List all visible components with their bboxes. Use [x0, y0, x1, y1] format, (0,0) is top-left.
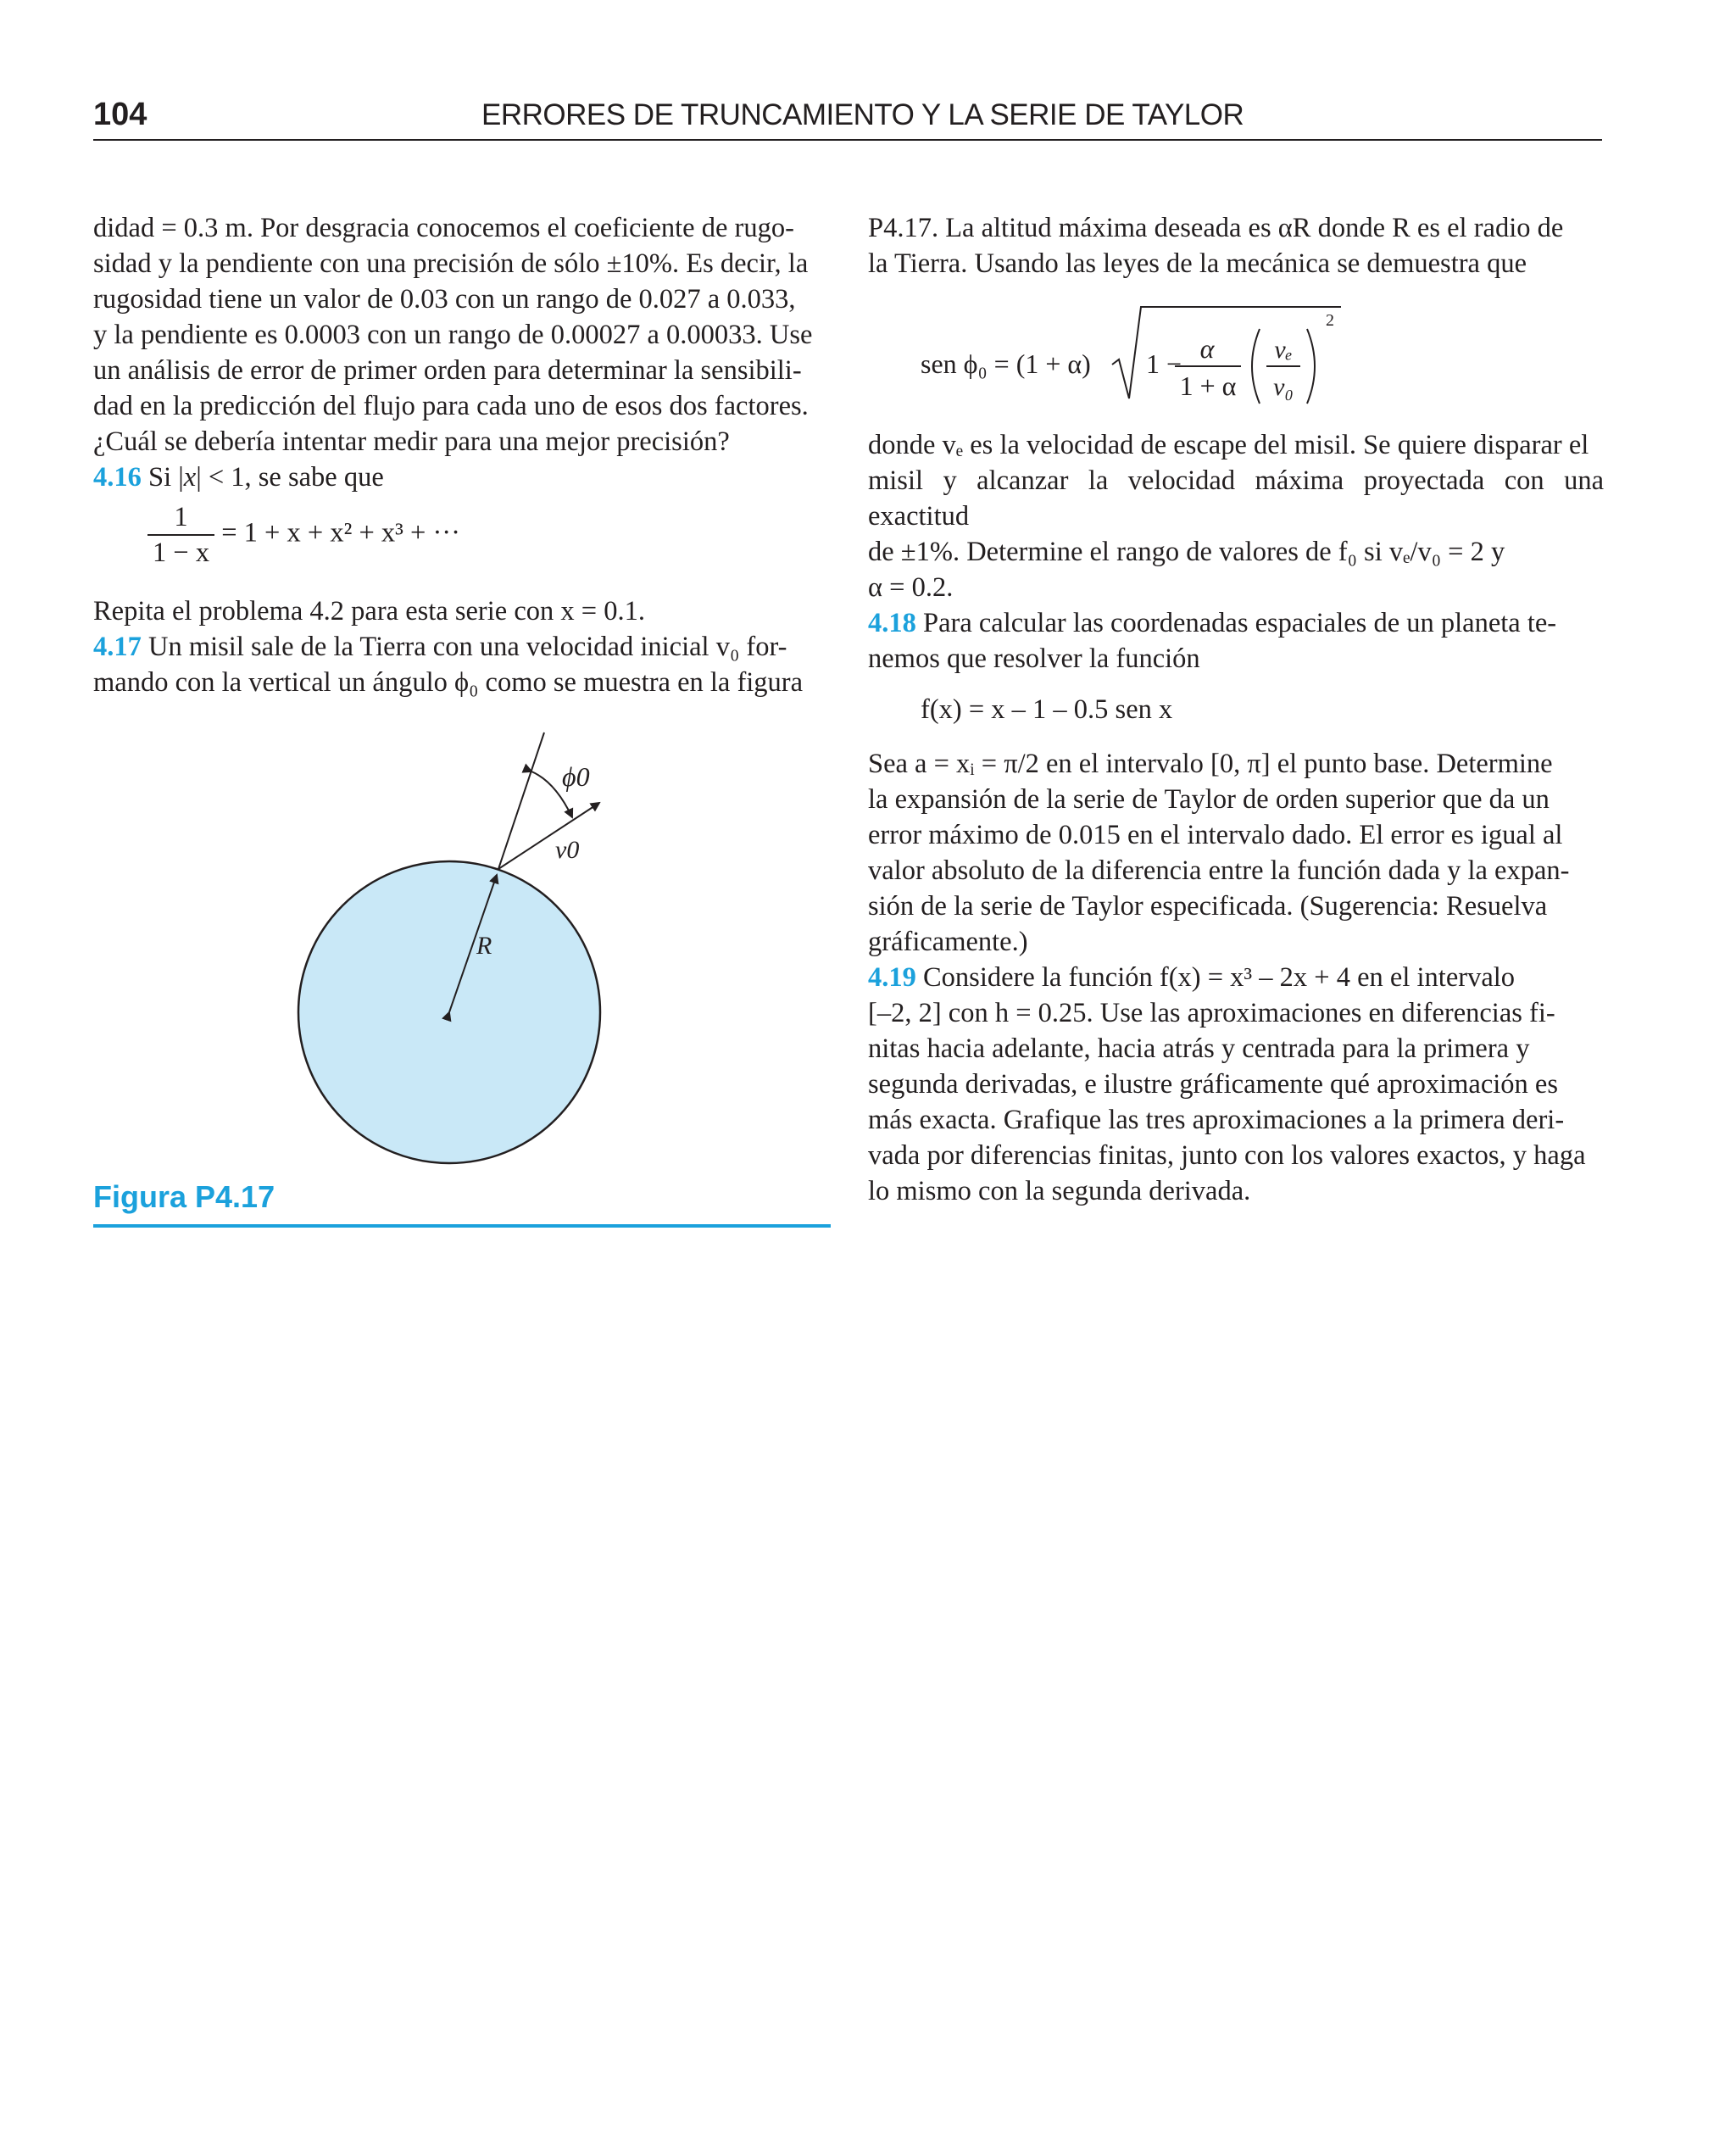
radius-label: R	[476, 932, 492, 960]
problem-number: 4.18	[868, 608, 916, 638]
text-line: ¿Cuál se debería intentar medir para una mejor precisión?	[93, 426, 730, 457]
text-line: más exacta. Grafique las tres aproximaciones a la primera deri-	[868, 1105, 1565, 1135]
text-line: nitas hacia adelante, hacia atrás y centrada para la primera y	[868, 1033, 1530, 1064]
figure-rule	[93, 1224, 831, 1228]
altitude-equation	[921, 300, 1604, 427]
text-line: valor absoluto de la diferencia entre la función dada y la expan-	[868, 855, 1570, 886]
text-line: Sea a = xᵢ = π/2 en el intervalo [0, π] el punto base. Determine	[868, 749, 1553, 779]
svg-text:v₀: v₀	[1273, 373, 1294, 401]
velocity-label: v0	[555, 836, 580, 864]
figure-missile-diagram	[93, 729, 831, 1231]
text-line: misil y alcanzar la velocidad máxima proyectada con una exactitud	[868, 465, 1604, 532]
text-line: rugosidad tiene un valor de 0.03 con un rango de 0.027 a 0.033,	[93, 284, 796, 315]
text-line: [–2, 2] con h = 0.25. Use las aproximaciones en diferencias fi-	[868, 998, 1555, 1028]
text-line: mando con la vertical un ángulo ϕ₀ como se muestra en la figura	[93, 667, 804, 698]
velocity-arrow	[498, 803, 599, 869]
text-line: de ±1%. Determine el rango de valores de f₀ si vₑ/v₀ = 2 y	[868, 537, 1505, 567]
text-line: dad en la predicción del flujo para cada uno de esos dos factores.	[93, 391, 809, 421]
equation-rhs: = 1 + x + x² + x³ + ···	[221, 517, 460, 549]
text-line: segunda derivadas, e ilustre gráficamente qué aproximación es	[868, 1069, 1558, 1100]
right-column	[868, 210, 1604, 1209]
text-line: nemos que resolver la función	[868, 643, 1200, 674]
problem-number: 4.19	[868, 962, 916, 993]
svg-text:sen ϕ₀ = (1 + α): sen ϕ₀ = (1 + α)	[921, 348, 1091, 379]
text-line: sión de la serie de Taylor especificada. (Sugerencia: Resuelva	[868, 891, 1548, 922]
equation-fraction: $\frac{1}{1 - x}$	[147, 500, 214, 570]
problem-number: 4.16	[93, 462, 142, 493]
problem-4-18: 4.18 Para calcular las coordenadas espaciales de un planeta te-	[868, 608, 1557, 638]
phi-label: ϕ0	[562, 761, 590, 792]
function-equation: f(x) = x – 1 – 0.5 sen x	[921, 694, 1173, 725]
text-line: la expansión de la serie de Taylor de orden superior que da un	[868, 784, 1550, 815]
svg-text:vₑ: vₑ	[1274, 336, 1293, 364]
page-number: 104	[93, 97, 147, 132]
text-line: la Tierra. Usando las leyes de la mecánica se demuestra que	[868, 248, 1527, 279]
text-line: α = 0.2.	[868, 572, 954, 603]
problem-number: 4.17	[93, 632, 142, 662]
left-column	[93, 210, 829, 700]
problem-4-19: 4.19 Considere la función f(x) = x³ – 2x + 4 en el intervalo	[868, 962, 1516, 993]
text-line: gráficamente.)	[868, 927, 1028, 957]
svg-text:α: α	[1199, 333, 1215, 364]
text-line: Repita el problema 4.2 para esta serie con x = 0.1.	[93, 596, 645, 627]
text-line: didad = 0.3 m. Por desgracia conocemos el coeficiente de rugo-	[93, 213, 794, 243]
text-line: sidad y la pendiente con una precisión de sólo ±10%. Es decir, la	[93, 248, 809, 279]
text-line: un análisis de error de primer orden para determinar la sensibili-	[93, 355, 802, 386]
text-line: error máximo de 0.015 en el intervalo dado. El error es igual al	[868, 820, 1563, 850]
running-title: ERRORES DE TRUNCAMIENTO Y LA SERIE DE TAYLOR	[481, 98, 1244, 131]
problem-4-16: 4.16 Si |x| < 1, se sabe que	[93, 462, 384, 493]
vertical-line	[498, 732, 544, 869]
svg-text:1 −: 1 −	[1146, 348, 1182, 379]
text-line: lo mismo con la segunda derivada.	[868, 1176, 1251, 1206]
page-header	[93, 95, 1602, 141]
text-line: P4.17. La altitud máxima deseada es αR donde R es el radio de	[868, 213, 1564, 243]
series-equation	[147, 500, 829, 585]
text-line: y la pendiente es 0.0003 con un rango de 0.00027 a 0.00033. Use	[93, 320, 813, 350]
equation-drawing	[921, 300, 1361, 427]
figure-caption: Figura P4.17	[93, 1179, 275, 1214]
text-line: vada por diferencias finitas, junto con los valores exactos, y haga	[868, 1140, 1586, 1171]
text-line: donde vₑ es la velocidad de escape del misil. Se quiere disparar el	[868, 430, 1589, 460]
problem-4-17: 4.17 Un misil sale de la Tierra con una velocidad inicial v₀ for-	[93, 632, 787, 662]
svg-text:1 + α: 1 + α	[1179, 370, 1237, 401]
svg-text:2: 2	[1326, 311, 1334, 330]
